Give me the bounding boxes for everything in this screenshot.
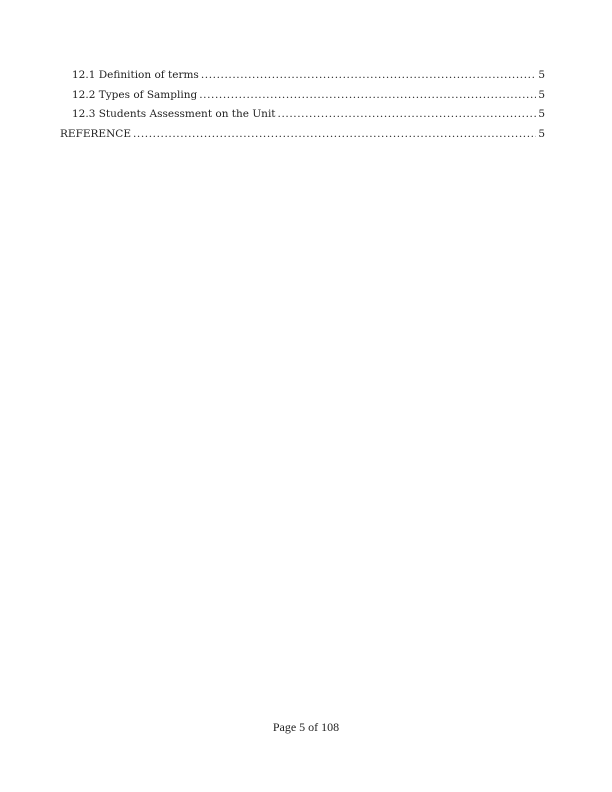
toc-dot-leader bbox=[133, 128, 536, 141]
toc-dot-leader bbox=[199, 89, 536, 102]
toc-entry-page: 5 bbox=[538, 88, 545, 101]
page-number: Page 5 of 108 bbox=[272, 720, 340, 734]
toc-dot-leader bbox=[278, 108, 537, 121]
toc-entry-students-assessment[interactable] bbox=[60, 108, 545, 121]
toc-dot-leader bbox=[201, 69, 536, 82]
toc-entry-page: 5 bbox=[538, 128, 545, 141]
toc-entry-page: 5 bbox=[538, 69, 545, 81]
toc-entry-title: 12.1 Definition of terms bbox=[72, 69, 199, 81]
toc-entry-page: 5 bbox=[538, 108, 545, 121]
toc-entry-title: 12.3 Students Assessment on the Unit bbox=[72, 108, 276, 121]
toc-entry-types-of-sampling[interactable] bbox=[60, 89, 545, 102]
toc-entry-reference[interactable] bbox=[60, 128, 545, 141]
page-footer bbox=[0, 720, 612, 735]
toc-entry-title: REFERENCE bbox=[60, 128, 131, 141]
toc-entry-title: 12.2 Types of Sampling bbox=[72, 88, 198, 101]
table-of-contents bbox=[60, 69, 545, 148]
toc-entry-definition-of-terms[interactable] bbox=[60, 69, 545, 82]
